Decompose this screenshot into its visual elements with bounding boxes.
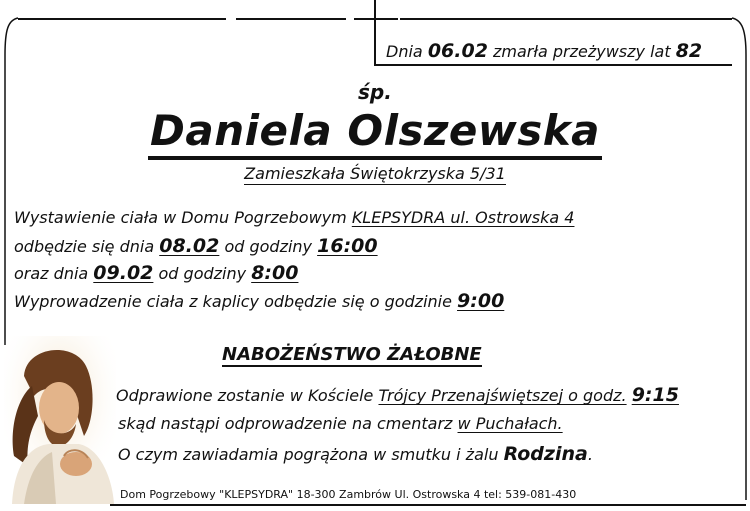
death-notice: Dnia 06.02 zmarła przeżywszy lat 82	[386, 40, 703, 62]
viewing-line-3: oraz dnia 09.02 od godziny 8:00	[14, 262, 299, 284]
viewing-date-2: 09.02	[93, 262, 154, 284]
viewing-time-1: 16:00	[317, 235, 378, 257]
mass-line-1: Odprawione zostanie w Kościele Trójcy Przenajświętszej o godz. 9:15	[116, 384, 679, 406]
mass-title: NABOŻEŃSTWO ŻAŁOBNE	[222, 344, 482, 365]
funeral-home-place: KLEPSYDRA ul. Ostrowska 4	[351, 208, 575, 227]
church-name: Trójcy Przenajświętszej o godz.	[378, 386, 627, 405]
death-date: 06.02	[427, 40, 488, 62]
footer-contact: Dom Pogrzebowy "KLEPSYDRA" 18-300 Zambrów Ul. Ostrowska 4 tel: 539-081-430	[120, 488, 577, 501]
address: Zamieszkała Świętokrzyska 5/31	[244, 164, 506, 183]
top-rule-left	[18, 18, 226, 20]
viewing-line-4: Wyprowadzenie ciała z kaplicy odbędzie się o godzinie 9:00	[14, 290, 505, 312]
viewing-date-1: 08.02	[159, 235, 220, 257]
praying-jesus-portrait	[4, 336, 116, 504]
viewing-line-2: odbędzie się dnia 08.02 od godziny 16:00	[14, 235, 378, 257]
mass-time: 9:15	[631, 384, 679, 406]
procession-time: 9:00	[457, 290, 505, 312]
viewing-time-2: 8:00	[251, 262, 299, 284]
deceased-name: Daniela Olszewska	[0, 106, 750, 155]
top-rule-right	[400, 18, 732, 20]
top-rule-mid	[236, 18, 346, 20]
inner-bracket-horizontal	[374, 64, 732, 66]
age: 82	[675, 40, 703, 62]
family-signature: Rodzina	[503, 443, 588, 465]
mass-line-3: O czym zawiadamia pogrążona w smutku i żalu Rodzina.	[118, 443, 593, 465]
mass-line-2: skąd nastąpi odprowadzenie na cmentarz w Puchałach.	[118, 414, 563, 433]
viewing-line-1: Wystawienie ciała w Domu Pogrzebowym KLEPSYDRA ul. Ostrowska 4	[14, 208, 575, 227]
bottom-rule	[110, 504, 746, 506]
cemetery-name: w Puchałach.	[457, 414, 563, 433]
inner-bracket-vertical	[374, 26, 376, 64]
salutation: śp.	[358, 80, 392, 104]
frame-right-edge	[720, 0, 750, 511]
